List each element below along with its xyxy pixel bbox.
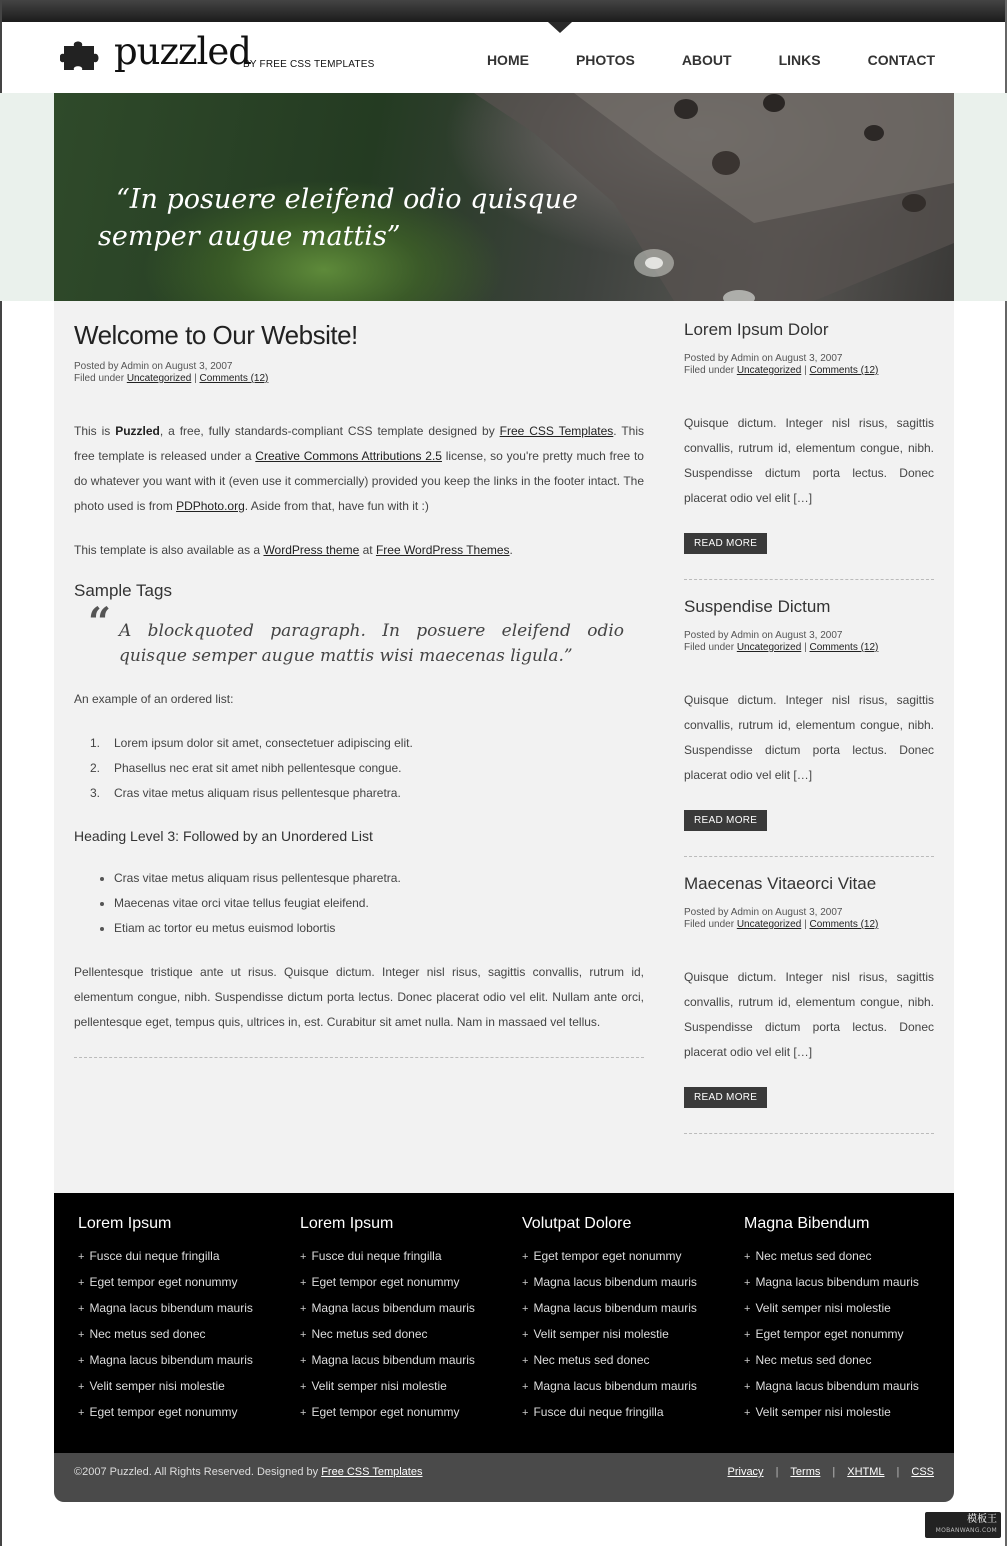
designer-link[interactable]: Free CSS Templates — [321, 1466, 423, 1478]
nav-about[interactable]: ABOUT — [681, 52, 732, 68]
list-item — [74, 891, 644, 916]
plus-icon: + — [300, 1251, 307, 1263]
sidebar-post-filed: Filed under — [684, 365, 735, 376]
footer-link-text: Velit semper nisi molestie — [755, 1301, 891, 1315]
footer-link[interactable] — [78, 1374, 288, 1400]
list-item-text: Cras vitae metus aliquam risus pellentesque pharetra. — [114, 871, 401, 885]
footer-column-title: Lorem Ipsum — [300, 1215, 394, 1232]
nav-home[interactable]: HOME — [486, 52, 529, 68]
plus-icon: + — [522, 1381, 529, 1393]
category-link[interactable]: Uncategorized — [126, 373, 192, 384]
footer-link[interactable] — [744, 1244, 954, 1270]
plus-icon: + — [522, 1303, 529, 1315]
footer-link-text: Eget tempor eget nonummy — [311, 1275, 460, 1289]
intro-text-a: This is — [74, 424, 116, 438]
comments-link[interactable]: Comments (12) — [809, 919, 879, 930]
privacy-link[interactable]: Privacy — [727, 1466, 764, 1478]
list-item — [74, 866, 644, 891]
plus-icon: + — [522, 1277, 529, 1289]
plus-icon: + — [78, 1277, 85, 1289]
footer-link[interactable] — [744, 1296, 954, 1322]
list-number: 3. — [90, 786, 101, 800]
sidebar-post-posted: Posted by Admin on August 3, 2007 — [684, 353, 843, 364]
footer-link[interactable] — [78, 1296, 288, 1322]
sidebar-post-title[interactable]: Maecenas Vitaeorci Vitae — [684, 874, 877, 893]
hero-quote-line2: semper augue mattis” — [98, 221, 401, 252]
sidebar-post-filed: Filed under — [684, 919, 735, 930]
plus-icon: + — [744, 1251, 751, 1263]
footer-link-text: Velit semper nisi molestie — [89, 1379, 225, 1393]
footer-link[interactable] — [744, 1374, 954, 1400]
bullet-icon — [100, 877, 104, 881]
wp-text-c: . — [509, 543, 513, 557]
category-link[interactable]: Uncategorized — [736, 642, 802, 653]
footer-link[interactable] — [78, 1322, 288, 1348]
main-column — [74, 320, 644, 1058]
sidebar-post-meta — [684, 630, 934, 654]
copyright-bar — [54, 1453, 954, 1502]
plus-icon: + — [300, 1355, 307, 1367]
footer-column — [744, 1215, 954, 1426]
sidebar-post-body: Quisque dictum. Integer nisl risus, sagittis convallis, rutrum id, elementum congue, nibh. Suspendisse dictum porta lectus. Donec placerat odio vel elit […] — [684, 416, 934, 505]
blockquote — [74, 599, 624, 669]
footer-link-text: Magna lacus bibendum mauris — [89, 1353, 253, 1367]
nav-contact[interactable]: CONTACT — [867, 52, 935, 68]
footer-link[interactable] — [78, 1348, 288, 1374]
sidebar-post-filed-row — [684, 919, 934, 931]
heading-level-3: Heading Level 3: Followed by an Unordered List — [74, 828, 373, 844]
footer-link-text: Eget tempor eget nonummy — [89, 1405, 238, 1419]
xhtml-link[interactable]: XHTML — [847, 1466, 885, 1478]
terms-link[interactable]: Terms — [790, 1466, 821, 1478]
divider — [684, 579, 934, 580]
plus-icon: + — [744, 1277, 751, 1289]
plus-icon: + — [522, 1407, 529, 1419]
watermark-text: 模板王 — [967, 1514, 997, 1525]
pdphoto-link[interactable]: PDPhoto.org — [176, 499, 245, 513]
bullet-icon — [100, 902, 104, 906]
comments-link[interactable]: Comments (12) — [199, 373, 269, 384]
plus-icon: + — [300, 1303, 307, 1315]
plus-icon: + — [744, 1355, 751, 1367]
creative-commons-link[interactable]: Creative Commons Attributions 2.5 — [255, 449, 442, 463]
footer-link[interactable] — [522, 1348, 732, 1374]
divider — [684, 856, 934, 857]
legal-links — [728, 1466, 935, 1478]
footer-column — [522, 1215, 732, 1426]
footer-column-title: Magna Bibendum — [744, 1215, 870, 1232]
watermark-logo — [925, 1512, 1001, 1538]
plus-icon: + — [522, 1355, 529, 1367]
post-meta-filed: Filed under — [74, 373, 125, 384]
read-more-row — [684, 1085, 934, 1108]
read-more-button[interactable]: READ MORE — [684, 1087, 767, 1108]
puzzle-piece-icon — [60, 38, 108, 72]
css-link[interactable]: CSS — [911, 1466, 934, 1478]
intro-paragraph — [74, 419, 644, 519]
read-more-row — [684, 531, 934, 554]
footer-link-text: Nec metus sed donec — [89, 1327, 206, 1341]
sidebar-post-body: Quisque dictum. Integer nisl risus, sagittis convallis, rutrum id, elementum congue, nibh. Suspendisse dictum porta lectus. Donec placerat odio vel elit […] — [684, 693, 934, 782]
list-item-text: Etiam ac tortor eu metus euismod lobortis — [114, 921, 336, 935]
plus-icon: + — [300, 1329, 307, 1341]
plus-icon: + — [78, 1381, 85, 1393]
category-link[interactable]: Uncategorized — [736, 365, 802, 376]
unordered-list — [74, 866, 644, 941]
list-item-text: Maecenas vitae orci vitae tellus feugiat eleifend. — [114, 896, 369, 910]
plus-icon: + — [522, 1329, 529, 1341]
free-css-templates-link[interactable]: Free CSS Templates — [499, 424, 614, 438]
plus-icon: + — [78, 1355, 85, 1367]
ordered-list-intro: An example of an ordered list: — [74, 692, 234, 706]
intro-text-c: . This free template is released under a — [74, 424, 645, 463]
footer-link-text: Fusce dui neque fringilla — [311, 1249, 442, 1263]
footer-link-text: Eget tempor eget nonummy — [89, 1275, 238, 1289]
footer-link[interactable] — [300, 1374, 510, 1400]
meta-separator: | — [804, 365, 807, 376]
link-separator: | — [832, 1466, 836, 1478]
footer-link-text: Fusce dui neque fringilla — [89, 1249, 220, 1263]
nav-photos[interactable]: PHOTOS — [575, 52, 635, 68]
footer-link-text: Magna lacus bibendum mauris — [533, 1275, 697, 1289]
divider — [74, 1057, 644, 1058]
footer-link-text: Nec metus sed donec — [533, 1353, 650, 1367]
page-title: Welcome to Our Website! — [74, 320, 358, 350]
footer-link[interactable] — [522, 1296, 732, 1322]
logo-byline: BY FREE CSS TEMPLATES — [243, 59, 375, 70]
ordered-list — [74, 731, 644, 806]
meta-separator: | — [194, 373, 197, 384]
sidebar-post-posted: Posted by Admin on August 3, 2007 — [684, 630, 843, 641]
list-item-text: Cras vitae metus aliquam risus pellentesque pharetra. — [114, 786, 401, 800]
footer-column — [78, 1215, 288, 1426]
sidebar-post-posted: Posted by Admin on August 3, 2007 — [684, 907, 843, 918]
plus-icon: + — [744, 1303, 751, 1315]
footer-link-text: Nec metus sed donec — [755, 1353, 872, 1367]
list-number: 2. — [90, 761, 101, 775]
footer-link[interactable] — [300, 1348, 510, 1374]
footer-link-text: Nec metus sed donec — [311, 1327, 428, 1341]
sidebar-post-meta — [684, 907, 934, 931]
sidebar-post-filed-row — [684, 642, 934, 654]
copyright-label: ©2007 Puzzled. All Rights Reserved. Designed by — [74, 1466, 322, 1478]
intro-text-d: license, so you're pretty much free to do whatever you want with it (even use it commercially) provided you keep the links in the footer intact. The photo used is from — [74, 449, 644, 513]
sidebar-post-title[interactable]: Lorem Ipsum Dolor — [684, 320, 829, 339]
footer-link[interactable] — [300, 1296, 510, 1322]
footer — [54, 1193, 954, 1453]
footer-link-text: Magna lacus bibendum mauris — [755, 1379, 919, 1393]
footer-link[interactable] — [522, 1400, 732, 1426]
list-item — [74, 916, 644, 941]
hero-quote-line1: “In posuere eleifend odio quisque — [116, 184, 578, 215]
meta-separator: | — [804, 919, 807, 930]
footer-link-text: Magna lacus bibendum mauris — [533, 1301, 697, 1315]
plus-icon: + — [744, 1381, 751, 1393]
footer-link[interactable] — [744, 1348, 954, 1374]
plus-icon: + — [300, 1407, 307, 1419]
meta-separator: | — [804, 642, 807, 653]
intro-text-b: , a free, fully standards-compliant CSS template designed by — [159, 424, 500, 438]
list-item — [74, 731, 644, 756]
plus-icon: + — [300, 1381, 307, 1393]
footer-link-text: Magna lacus bibendum mauris — [755, 1275, 919, 1289]
hero-quote — [98, 181, 618, 255]
watermark-subtext: MOBANWANG.COM — [935, 1527, 997, 1534]
footer-link[interactable] — [522, 1270, 732, 1296]
plus-icon: + — [744, 1329, 751, 1341]
footer-column-title: Lorem Ipsum — [78, 1215, 172, 1232]
comments-link[interactable]: Comments (12) — [809, 642, 879, 653]
footer-link-text: Velit semper nisi molestie — [533, 1327, 669, 1341]
footer-column-title: Volutpat Dolore — [522, 1215, 632, 1232]
sidebar-post-filed: Filed under — [684, 642, 735, 653]
footer-link-text: Magna lacus bibendum mauris — [311, 1301, 475, 1315]
sidebar-post-title[interactable]: Suspendise Dictum — [684, 597, 831, 616]
intro-bold: Puzzled — [115, 424, 160, 438]
bullet-icon — [100, 927, 104, 931]
list-item-text: Lorem ipsum dolor sit amet, consectetuer adipiscing elit. — [114, 736, 413, 750]
footer-link[interactable] — [300, 1244, 510, 1270]
footer-link-text: Velit semper nisi molestie — [755, 1405, 891, 1419]
read-more-button[interactable]: READ MORE — [684, 533, 767, 554]
post-meta — [74, 361, 644, 385]
wp-text-a: This template is also available as a — [74, 543, 264, 557]
footer-link[interactable] — [744, 1400, 954, 1426]
sidebar-post — [684, 874, 934, 1151]
post-meta-filed-row — [74, 373, 644, 385]
footer-link[interactable] — [744, 1322, 954, 1348]
closing-paragraph: Pellentesque tristique ante ut risus. Quisque dictum. Integer nisl risus, sagittis convallis, rutrum id, elementum congue, nibh. Suspendisse dictum porta lectus. Donec placerat odio vel elit. Nullam ante orci, pellentesque eget, tempus quis, ultrices in, est. Curabitur sit amet nulla. Nam in massaed vel tellus. — [74, 965, 644, 1029]
plus-icon: + — [78, 1407, 85, 1419]
read-more-button[interactable]: READ MORE — [684, 810, 767, 831]
nav-links[interactable]: LINKS — [778, 52, 821, 68]
sidebar-post — [684, 320, 934, 597]
list-item — [74, 756, 644, 781]
footer-link-text: Eget tempor eget nonummy — [533, 1249, 682, 1263]
footer-link-text: Nec metus sed donec — [755, 1249, 872, 1263]
read-more-row — [684, 808, 934, 831]
footer-link[interactable] — [300, 1400, 510, 1426]
copyright-text — [74, 1466, 422, 1478]
sidebar-post-meta — [684, 353, 934, 377]
footer-link-text: Eget tempor eget nonummy — [311, 1405, 460, 1419]
footer-column — [300, 1215, 510, 1426]
free-wordpress-themes-link[interactable]: Free WordPress Themes — [375, 543, 510, 557]
wordpress-theme-link[interactable]: WordPress theme — [263, 543, 360, 557]
plus-icon: + — [78, 1329, 85, 1341]
footer-link-text: Magna lacus bibendum mauris — [533, 1379, 697, 1393]
nav-active-indicator — [548, 22, 572, 33]
footer-link[interactable] — [300, 1322, 510, 1348]
intro-text-e: . Aside from that, have fun with it :) — [244, 499, 429, 513]
list-item-text: Phasellus nec erat sit amet nibh pellentesque congue. — [114, 761, 402, 775]
list-number: 1. — [90, 736, 101, 750]
footer-link[interactable] — [744, 1270, 954, 1296]
link-separator: | — [896, 1466, 900, 1478]
category-link[interactable]: Uncategorized — [736, 919, 802, 930]
top-bar — [0, 0, 1007, 22]
footer-link-text: Magna lacus bibendum mauris — [311, 1353, 475, 1367]
sidebar-post-body: Quisque dictum. Integer nisl risus, sagittis convallis, rutrum id, elementum congue, nibh. Suspendisse dictum porta lectus. Donec placerat odio vel elit […] — [684, 970, 934, 1059]
plus-icon: + — [78, 1251, 85, 1263]
footer-link[interactable] — [78, 1400, 288, 1426]
divider — [684, 1133, 934, 1134]
wp-text-b: at — [359, 543, 376, 557]
footer-link[interactable] — [78, 1244, 288, 1270]
logo-text: puzzled — [114, 30, 251, 73]
sidebar-post — [684, 597, 934, 874]
plus-icon: + — [522, 1251, 529, 1263]
sample-tags-heading: Sample Tags — [74, 581, 172, 600]
footer-link-text: Velit semper nisi molestie — [311, 1379, 447, 1393]
plus-icon: + — [744, 1407, 751, 1419]
footer-link-text: Fusce dui neque fringilla — [533, 1405, 664, 1419]
comments-link[interactable]: Comments (12) — [809, 365, 879, 376]
hero-banner — [54, 93, 954, 301]
list-item — [74, 781, 644, 806]
link-separator: | — [775, 1466, 779, 1478]
main-nav — [487, 52, 935, 68]
quote-mark-icon: “ — [88, 599, 112, 646]
footer-link[interactable] — [78, 1270, 288, 1296]
footer-link-text: Magna lacus bibendum mauris — [89, 1301, 253, 1315]
wordpress-paragraph — [74, 538, 644, 563]
blockquote-text: A blockquoted paragraph. In posuere eleifend odio quisque semper augue mattis wisi maecenas ligula.” — [119, 621, 624, 666]
footer-link-text: Eget tempor eget nonummy — [755, 1327, 904, 1341]
plus-icon: + — [300, 1277, 307, 1289]
footer-link[interactable] — [522, 1374, 732, 1400]
post-meta-posted: Posted by Admin on August 3, 2007 — [74, 361, 233, 372]
sidebar — [684, 320, 934, 1151]
footer-link[interactable] — [300, 1270, 510, 1296]
footer-link[interactable] — [522, 1244, 732, 1270]
footer-link[interactable] — [522, 1322, 732, 1348]
plus-icon: + — [78, 1303, 85, 1315]
sidebar-post-filed-row — [684, 365, 934, 377]
